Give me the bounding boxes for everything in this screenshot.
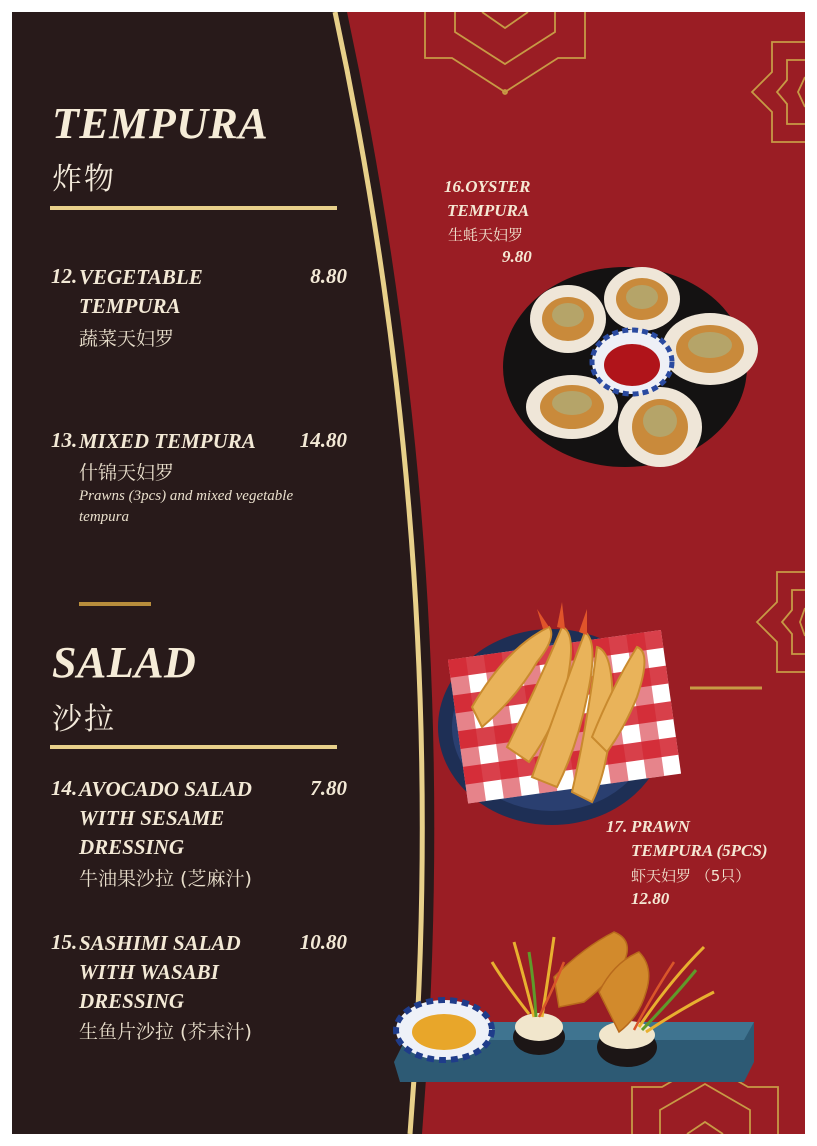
item-name-line2: TEMPURA (5PCS) <box>631 841 768 860</box>
salad-divider <box>50 745 337 749</box>
item-price: 9.80 <box>502 247 532 266</box>
item-description-line1: Prawns (3pcs) and mixed vegetable <box>79 488 294 504</box>
item-name-line1: PRAWN <box>631 817 690 836</box>
item-name-line1: SASHIMI SALAD <box>79 931 241 955</box>
item-name-line1: 16.OYSTER <box>444 177 531 196</box>
item-name-line2: TEMPURA <box>447 201 530 220</box>
item-name-cn: 生蚝天妇罗 <box>448 226 524 244</box>
item-number: 14. <box>51 776 78 800</box>
menu-page <box>12 12 805 1134</box>
item-name-cn: 牛油果沙拉 (芝麻汁) <box>79 868 252 890</box>
section-title-salad-cn: 沙拉 <box>52 702 116 737</box>
prawn-tempura-photo <box>437 587 687 832</box>
item-name-line3: DRESSING <box>79 989 185 1013</box>
ornament-right-mid <box>757 572 805 672</box>
item-price: 8.80 <box>310 264 347 288</box>
item-name-line2: WITH WASABI <box>79 960 219 984</box>
ornament-top <box>425 12 585 94</box>
section-title-tempura: TEMPURA <box>52 99 269 148</box>
item-name-cn: 生鱼片沙拉 (芥末汁) <box>79 1021 252 1043</box>
section-title-tempura-cn: 炸物 <box>52 162 116 197</box>
item-name-line1: AVOCADO SALAD <box>79 777 252 801</box>
oyster-tempura-photo <box>500 257 760 472</box>
item-price: 14.80 <box>299 428 347 452</box>
item-name-line2: WITH SESAME <box>79 806 225 830</box>
item-name-line3: DRESSING <box>79 835 185 859</box>
item-number: 17. <box>606 817 628 836</box>
item-description-line2: tempura <box>79 509 129 525</box>
item-price: 10.80 <box>299 930 347 954</box>
item-price: 12.80 <box>631 889 670 908</box>
item-number: 13. <box>51 428 78 452</box>
item-name-line2: TEMPURA <box>79 294 181 318</box>
gold-dash-left <box>79 602 151 606</box>
sushi-roll-photo <box>384 922 764 1092</box>
item-name-cn: 虾天妇罗 （5只） <box>631 867 751 885</box>
ornament-right-top <box>752 42 805 142</box>
item-name-cn: 什锦天妇罗 <box>79 462 175 484</box>
item-price: 7.80 <box>310 776 347 800</box>
item-number: 15. <box>51 930 78 954</box>
item-name-line1: MIXED TEMPURA <box>79 429 256 453</box>
section-title-salad: SALAD <box>52 638 197 687</box>
item-name-cn: 蔬菜天妇罗 <box>79 328 175 350</box>
item-number: 12. <box>51 264 78 288</box>
item-name-line1: VEGETABLE <box>79 265 203 289</box>
tempura-divider <box>50 206 337 210</box>
